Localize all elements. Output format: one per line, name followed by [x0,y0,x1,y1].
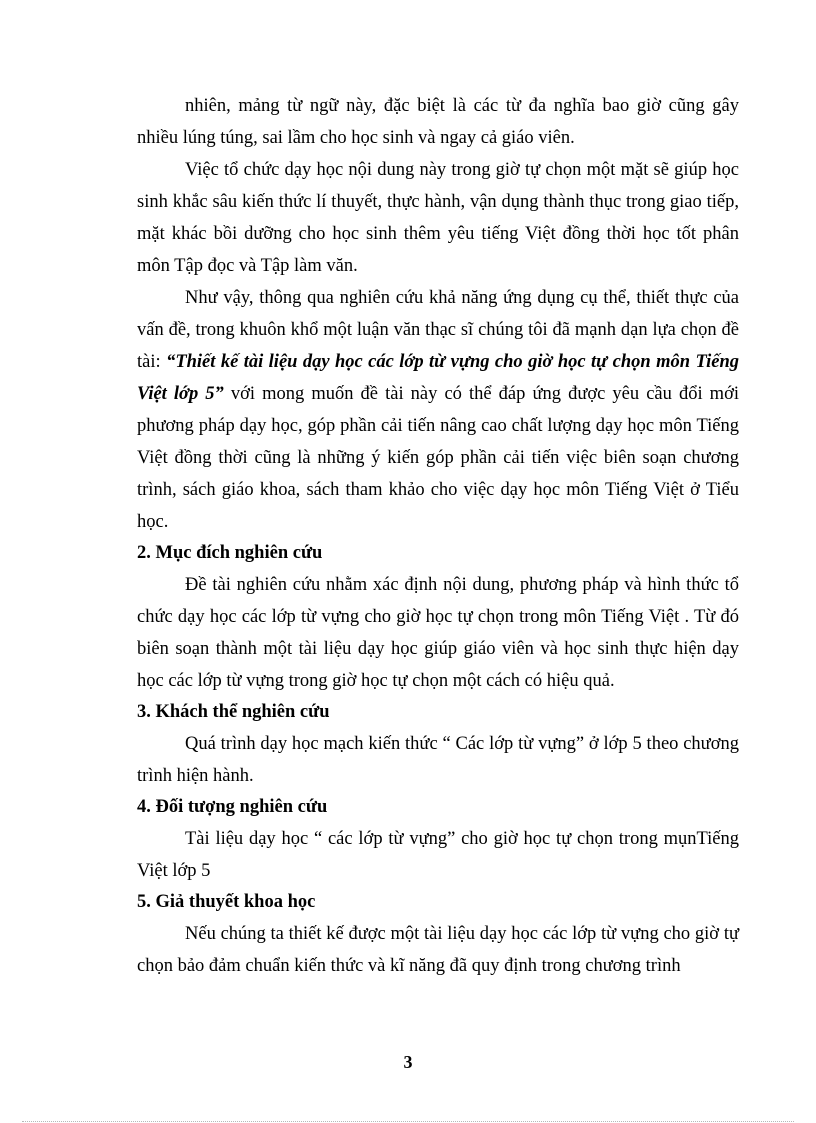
paragraph-hypothesis: Nếu chúng ta thiết kế được một tài liệu dạy học các lớp từ vựng cho giờ tự chọn bảo đảm chuẩn kiến thức và kĩ năng đã quy định trong chương trình [137,924,739,976]
paragraph-elective-teaching: Việc tổ chức dạy học nội dung này trong giờ tự chọn một mặt sẽ giúp học sinh khắc sâu kiến thức lí thuyết, thực hành, vận dụng thành thục trong giao tiếp, mặt khác bồi dưỡng cho học sinh thêm yêu tiếng Việt đồng thời học tốt phân môn Tập đọc và Tập làm văn. [137,160,739,276]
section-heading-research-subject: 4. Đối tượng nghiên cứu [137,797,328,817]
document-body [137,90,739,982]
paragraph-continuation: nhiên, mảng từ ngữ này, đặc biệt là các từ đa nghĩa bao giờ cũng gây nhiều lúng túng, sai lầm cho học sinh và ngay cả giáo viên. [137,96,739,148]
page-bottom-divider [22,1121,794,1122]
section-heading-research-purpose: 2. Mục đích nghiên cứu [137,543,323,563]
topic-intro-text: Như vậy, thông qua nghiên cứu khả năng ứng dụng cụ thể, thiết thực của vấn đề, trong khuôn khổ một luận văn thạc sĩ chúng tôi đã mạnh dạn lựa chọn đề tài: [137,288,739,372]
paragraph-research-subject: Tài liệu dạy học “ các lớp từ vựng” cho giờ học tự chọn trong mụnTiếng Việt lớp 5 [137,829,739,881]
paragraph-research-purpose: Đề tài nghiên cứu nhằm xác định nội dung, phương pháp và hình thức tổ chức dạy học các lớp từ vựng cho giờ học tự chọn trong môn Tiếng Việt . Từ đó biên soạn thành một tài liệu dạy học giúp giáo viên và học sinh thực hiện dạy học các lớp từ vựng trong giờ học tự chọn một cách có hiệu quả. [137,575,739,691]
paragraph-topic-choice [137,282,739,538]
section-heading-research-object: 3. Khách thể nghiên cứu [137,702,330,722]
paragraph-research-object: Quá trình dạy học mạch kiến thức “ Các lớp từ vựng” ở lớp 5 theo chương trình hiện hành. [137,734,739,786]
thesis-title: “Thiết kế tài liệu dạy học các lớp từ vựng cho giờ học tự chọn môn Tiếng Việt lớp 5” [137,352,739,404]
page-number: 3 [403,1052,413,1072]
section-heading-hypothesis: 5. Giả thuyết khoa học [137,892,316,912]
topic-rest-text: với mong muốn đề tài này có thể đáp ứng được yêu cầu đổi mới phương pháp dạy học, góp phần cải tiến nâng cao chất lượng dạy học môn Tiếng Việt đồng thời cũng là những ý kiến góp phần cải tiến việc biên soạn chương trình, sách giáo khoa, sách tham khảo cho việc dạy học môn Tiếng Việt ở Tiểu học. [137,384,739,532]
